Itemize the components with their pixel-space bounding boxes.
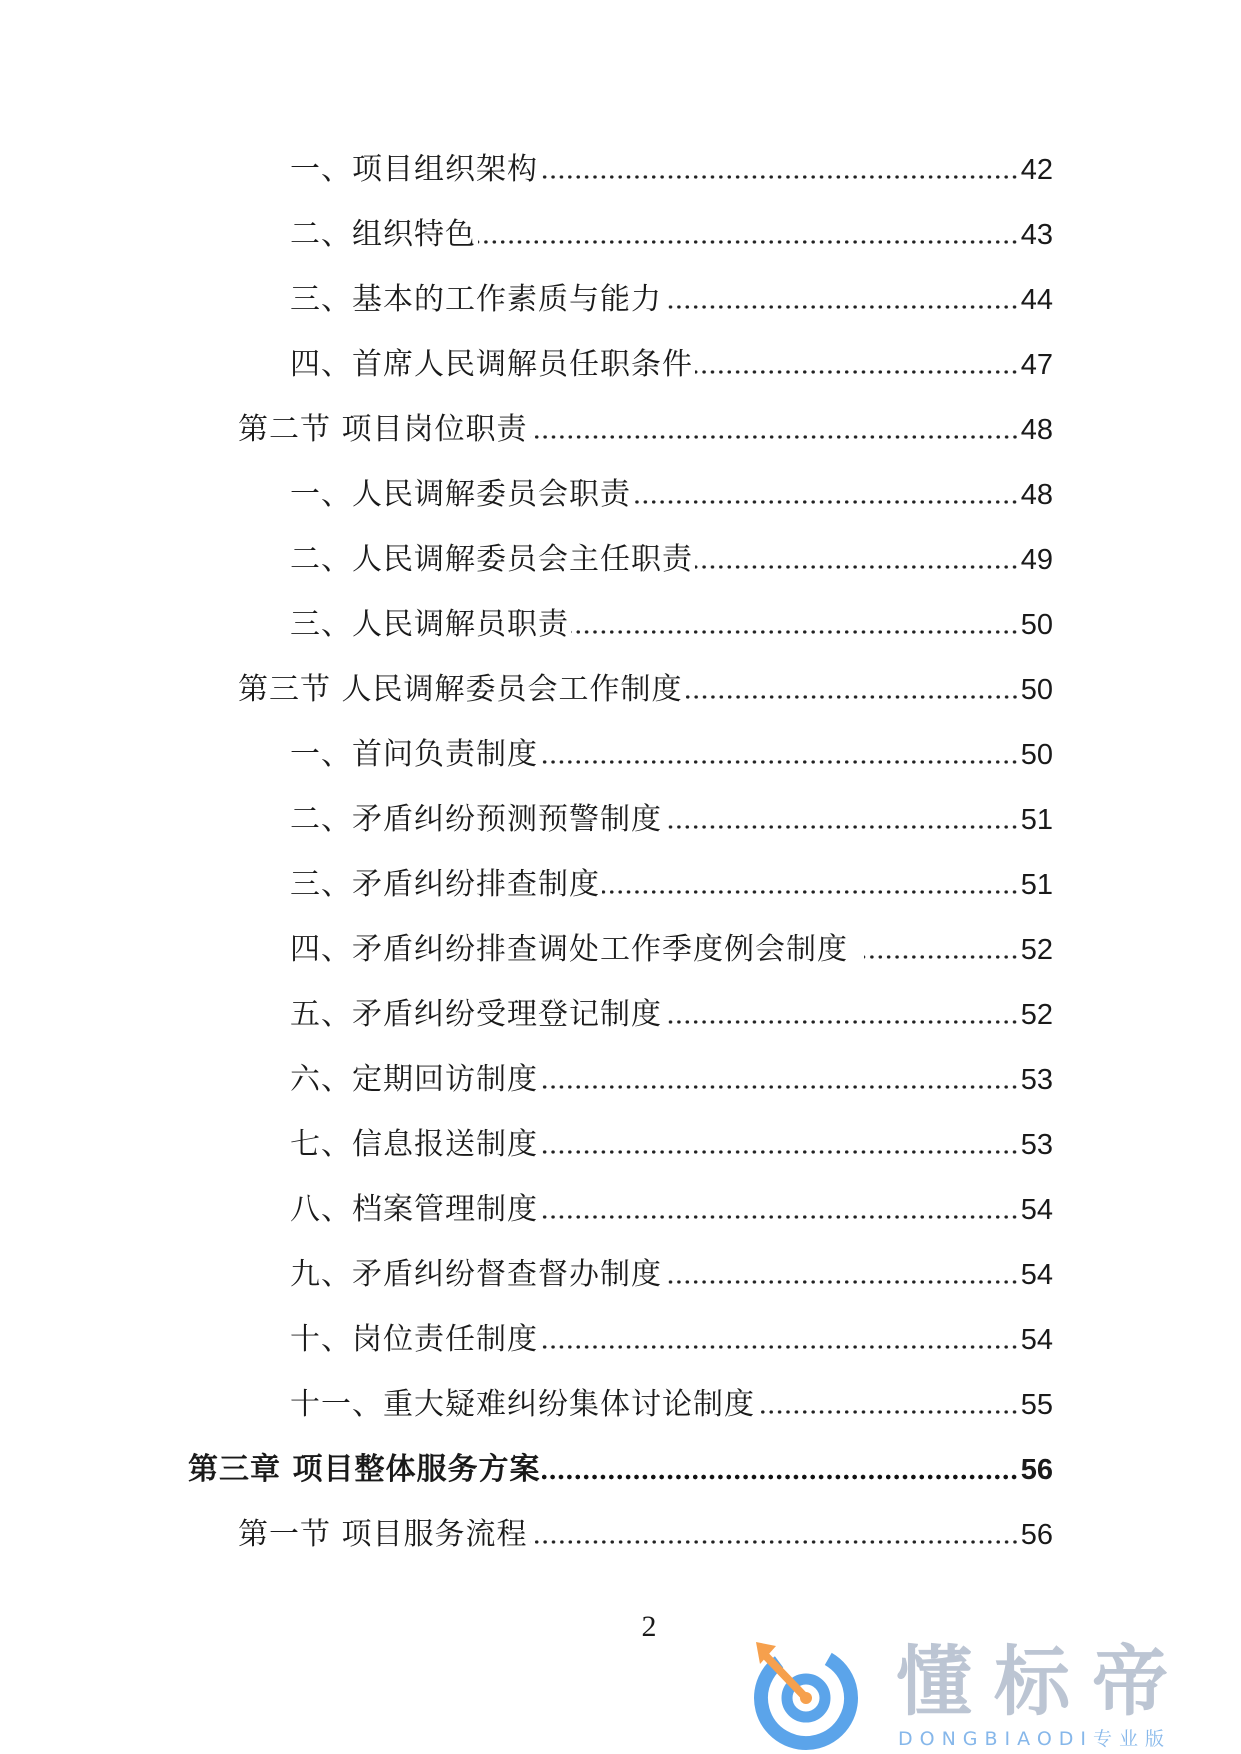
toc-entry-page: 55: [1020, 1389, 1053, 1421]
toc-entry-title: 三、人民调解员职责: [290, 607, 569, 642]
dot-leader: [571, 628, 1019, 636]
dot-leader: [602, 888, 1019, 896]
toc-entry-page: 52: [1020, 999, 1053, 1031]
toc-entry-page: 50: [1020, 739, 1053, 771]
dot-leader: [685, 693, 1019, 701]
page-number: 2: [641, 1610, 657, 1643]
toc-entry[interactable]: [290, 470, 1053, 520]
toc-entry[interactable]: [290, 1315, 1053, 1365]
toc-entry-title: 一、人民调解委员会职责: [290, 477, 631, 512]
toc-entry-title: 八、档案管理制度: [290, 1192, 538, 1227]
dot-leader: [695, 563, 1019, 571]
dot-leader: [530, 433, 1019, 441]
toc-entry-title: 一、项目组织架构: [290, 152, 538, 187]
toc-entry-page: 56: [1020, 1519, 1053, 1551]
toc-entry-page: 51: [1020, 869, 1053, 901]
toc-entry[interactable]: [290, 535, 1053, 585]
watermark-subtitle: DONGBIAODI专业版: [898, 1728, 1172, 1750]
toc-entry-page: 54: [1020, 1194, 1053, 1226]
dot-leader: [633, 498, 1019, 506]
toc-chapter-entry[interactable]: [188, 1445, 1053, 1495]
toc-entry-title: 一、首问负责制度: [290, 737, 538, 772]
dot-leader: [757, 1408, 1019, 1416]
toc-entry-title: 四、矛盾纠纷排查调处工作季度例会制度: [290, 932, 848, 967]
dot-leader: [540, 1213, 1019, 1221]
toc-entry[interactable]: [290, 1250, 1053, 1300]
toc-entry[interactable]: [290, 1380, 1053, 1430]
toc-entry-title: 三、矛盾纠纷排查制度: [290, 867, 600, 902]
toc-entry-title: 七、信息报送制度: [290, 1127, 538, 1162]
dot-leader: [478, 238, 1019, 246]
toc-entry-page: 48: [1020, 414, 1053, 446]
target-logo-icon: [748, 1638, 868, 1752]
toc-entry[interactable]: [290, 1185, 1053, 1235]
dot-leader: [664, 1018, 1019, 1026]
toc-entry-title: 六、定期回访制度: [290, 1062, 538, 1097]
toc-section-entry[interactable]: [238, 1510, 1053, 1560]
toc-entry[interactable]: [290, 730, 1053, 780]
toc-entry[interactable]: [290, 275, 1053, 325]
toc-entry-page: 54: [1020, 1324, 1053, 1356]
toc-entry-page: 48: [1020, 479, 1053, 511]
dot-leader: [530, 1538, 1019, 1546]
toc-entry[interactable]: [290, 795, 1053, 845]
dot-leader: [540, 1083, 1019, 1091]
toc-entry-page: 54: [1020, 1259, 1053, 1291]
dot-leader: [695, 368, 1019, 376]
dot-leader: [542, 1473, 1018, 1481]
toc-entry-page: 50: [1020, 674, 1053, 706]
toc-entry-page: 56: [1020, 1454, 1053, 1486]
dot-leader: [664, 1278, 1019, 1286]
dot-leader: [540, 1343, 1019, 1351]
toc-entry-title: 十一、重大疑难纠纷集体讨论制度: [290, 1387, 755, 1422]
toc-entry[interactable]: [290, 925, 1053, 975]
toc-entry[interactable]: [290, 340, 1053, 390]
toc-entry-page: 51: [1020, 804, 1053, 836]
toc-entry-title: 二、人民调解委员会主任职责: [290, 542, 693, 577]
toc-entry[interactable]: [290, 990, 1053, 1040]
toc-entry-page: 43: [1020, 219, 1053, 251]
toc-entry[interactable]: [290, 145, 1053, 195]
toc-section-entry[interactable]: [238, 405, 1053, 455]
toc-entry[interactable]: [290, 1055, 1053, 1105]
watermark-brand: 懂标帝: [896, 1637, 1190, 1726]
toc-entry[interactable]: [290, 600, 1053, 650]
toc-entry[interactable]: [290, 210, 1053, 260]
toc-entry[interactable]: [290, 1120, 1053, 1170]
toc-entry-title: 五、矛盾纠纷受理登记制度: [290, 997, 662, 1032]
toc-entry-title: 三、基本的工作素质与能力: [290, 282, 662, 317]
toc-entry-title: 四、首席人民调解员任职条件: [290, 347, 693, 382]
dot-leader: [664, 823, 1019, 831]
toc-entry-page: 49: [1020, 544, 1053, 576]
toc-entry-title: 十、岗位责任制度: [290, 1322, 538, 1357]
toc-entry-page: 52: [1020, 934, 1053, 966]
toc-entry-page: 53: [1020, 1129, 1053, 1161]
toc-entry-title: 二、矛盾纠纷预测预警制度: [290, 802, 662, 837]
dot-leader: [540, 173, 1019, 181]
toc-entry-page: 50: [1020, 609, 1053, 641]
toc-entry-title: 第二节 项目岗位职责: [238, 412, 528, 447]
dot-leader: [540, 1148, 1019, 1156]
toc-entry-page: 42: [1020, 154, 1053, 186]
toc-section-entry[interactable]: [238, 665, 1053, 715]
toc-entry-page: 47: [1020, 349, 1053, 381]
toc-entry-title: 第三节 人民调解委员会工作制度: [238, 672, 683, 707]
toc-entry[interactable]: [290, 860, 1053, 910]
toc-entry-title: 第三章 项目整体服务方案: [188, 1452, 541, 1487]
toc-entry-page: 53: [1020, 1064, 1053, 1096]
toc-entry-title: 九、矛盾纠纷督查督办制度: [290, 1257, 662, 1292]
dot-leader: [864, 953, 1019, 961]
toc-entry-page: 44: [1020, 284, 1053, 316]
watermark: [748, 1638, 1228, 1752]
toc-entry-title: 第一节 项目服务流程: [238, 1517, 528, 1552]
dot-leader: [664, 303, 1019, 311]
dot-leader: [540, 758, 1019, 766]
toc-entry-title: 二、组织特色: [290, 217, 476, 252]
